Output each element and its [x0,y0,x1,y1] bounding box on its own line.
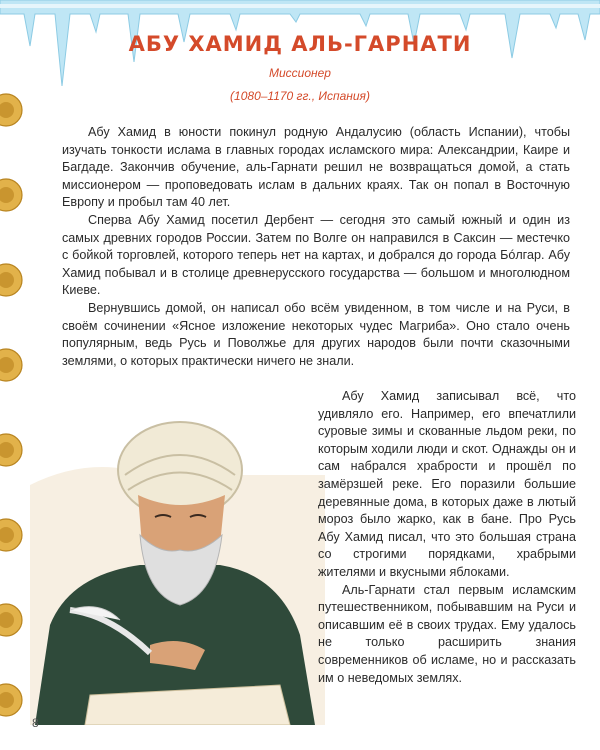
paragraph: Абу Хамид в юности покинул родную Андалусию (область Испании), чтобы изучать тонкости ислама в главных городах исламского мира: Александрии, Каире и Багдаде. Закончив обучение, аль-Гарнати решил не возвращаться домой, а стать миссионером — проповедовать ислам в дальних краях. Так он попал в Восточную Европу и пробыл там 40 лет. [62,125,570,210]
scholar-illustration [30,395,325,725]
page-title: АБУ ХАМИД АЛЬ-ГАРНАТИ [128,32,472,56]
dates: (1080–1170 гг., Испания) [230,89,370,103]
main-text [62,124,570,370]
page-number: 8 [32,716,39,730]
subtitle: Миссионер [269,66,331,80]
paragraph: Аль-Гарнати стал первым исламским путешественником, побывавшим на Руси и описавшим её в своих трудах. Ему удалось не только расширить знания современников об исламе, но и рассказать им о неведомых землях. [318,582,576,685]
side-text [318,388,576,687]
paragraph: Абу Хамид записывал всё, что удивляло его. Например, его впечатлили суровые зимы и скованные льдом реки, по которым ходили люди и скот. Однажды он и сам набрался храбрости и прошёл по замёрзшей реке. Его поразили большие деревянные дома, в которых даже в лютый мороз было жарко, как в бане. Про Русь Абу Хамид писал, что это большая страна со строгими порядками, храбрыми жителями и вкусными яблоками. [318,389,576,579]
paragraph: Сперва Абу Хамид посетил Дербент — сегодня это самый южный и один из самых древних городов России. Затем по Волге он направился в Саксин — местечко с бойкой торговлей, которого теперь нет на картах, и добрался до города Бóлгар. Абу Хамид побывал и в столице древнерусского государства — большом и многолюдном Киеве. [62,212,570,298]
paragraph: Вернувшись домой, он написал обо всём увиденном, в том числе и на Руси, в своём сочинении «Ясное изложение некоторых чудес Магриба». Оно стало очень популярным, ведь Русь и Поволжье для других народов были почти сказочными землями, о которых практически ничего не знали. [62,300,570,368]
